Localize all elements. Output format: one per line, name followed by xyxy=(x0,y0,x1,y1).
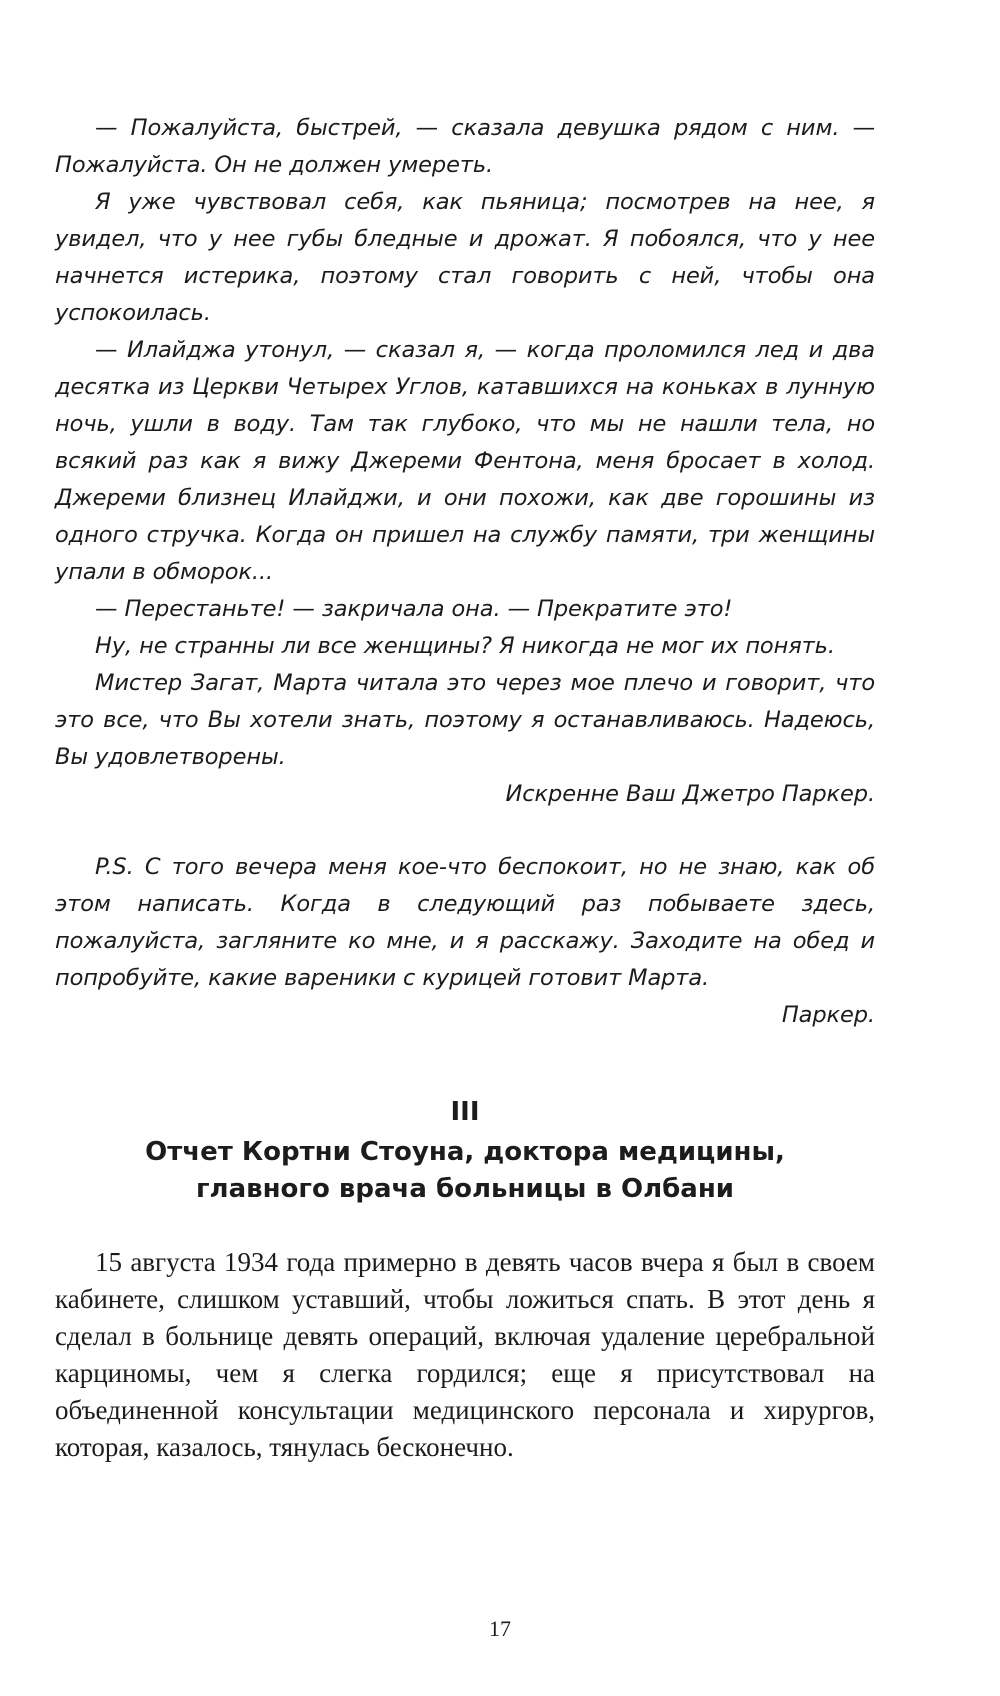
chapter-title-line-2: главного врача больницы в Олбани xyxy=(195,1174,735,1204)
spacer xyxy=(55,1034,875,1094)
spacer xyxy=(55,813,875,849)
chapter-number: III xyxy=(450,1097,480,1127)
spacer xyxy=(55,1208,875,1244)
postscript: P.S. С того вечера меня кое-что беспокоит, но не знаю, как об этом написать. Когда в следующий раз побываете здесь, пожалуйста, загляните ко мне, и я расскажу. Заходите на обед и попробуйте, какие вареники с курицей готовит Марта. xyxy=(55,854,875,991)
report-paragraph: 15 августа 1934 года примерно в девять часов вчера я был в своем кабинете, слишком уставший, чтобы ложиться спать. В этот день я сделал в больнице девять операций, включая удаление церебральной карциномы, чем я слегка гордился; еще я присутствовал на объединенной консультации медицинского персонала и хирургов, которая, казалось, тянулась бесконечно. xyxy=(55,1247,875,1462)
letter-signature: Искренне Ваш Джетро Паркер. xyxy=(505,781,875,807)
page-number: 17 xyxy=(489,1616,511,1641)
chapter-title-line-1: Отчет Кортни Стоуна, доктора медицины, xyxy=(145,1137,785,1167)
letter-paragraph: Ну, не странны ли все женщины? Я никогда не мог их понять. xyxy=(95,633,835,659)
letter-paragraph: Я уже чувствовал себя, как пьяница; посмотрев на нее, я увидел, что у нее губы бледные и дрожат. Я побоялся, что у нее начнется истерика, поэтому стал говорить с ней, чтобы она успокоилась. xyxy=(55,189,875,326)
letter-paragraph: — Перестаньте! — закричала она. — Прекратите это! xyxy=(95,596,733,622)
letter-paragraph: Мистер Загат, Марта читала это через мое плечо и говорит, что это все, что Вы хотели знать, поэтому я останавливаюсь. Надеюсь, Вы удовлетворены. xyxy=(55,670,875,770)
letter-paragraph: — Пожалуйста, быстрей, — сказала девушка рядом с ним. — Пожалуйста. Он не должен умереть. xyxy=(55,115,875,178)
page-content xyxy=(55,110,875,1466)
letter-paragraph: — Илайджа утонул, — сказал я, — когда проломился лед и два десятка из Церкви Четырех Углов, катавшихся на коньках в лунную ночь, ушли в воду. Там так глубоко, что мы не нашли тела, но всякий раз как я вижу Джереми Фентона, меня бросает в холод. Джереми близнец Илайджи, и они похожи, как две горошины из одного стручка. Когда он пришел на службу памяти, три женщины упали в обморок... xyxy=(55,337,875,585)
postscript-signature: Паркер. xyxy=(781,1002,875,1028)
